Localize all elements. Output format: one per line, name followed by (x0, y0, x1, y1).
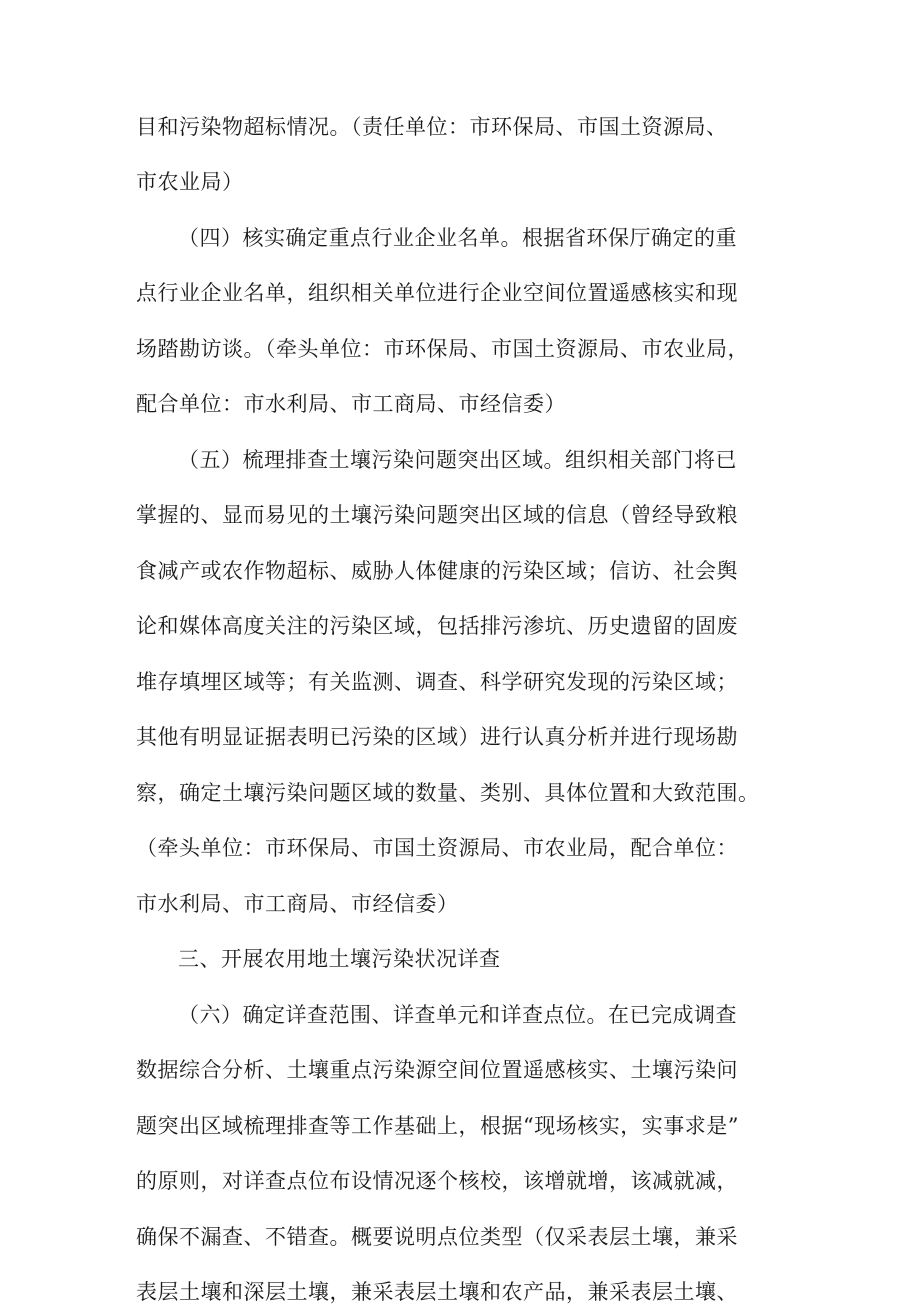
text-line: 点行业企业名单，组织相关单位进行企业空间位置遥感核实和现 (136, 281, 738, 305)
text-line: （牵头单位：市环保局、市国土资源局、市农业局，配合单位： (136, 836, 738, 860)
text-line: 食减产或农作物超标、威胁人体健康的污染区域；信访、社会舆 (136, 559, 738, 583)
text-line: 市农业局） (136, 170, 244, 194)
text-line: 题突出区域梳理排查等工作基础上，根据“现场核实，实事求是” (136, 1114, 739, 1138)
text-line: 掌握的、显而易见的土壤污染问题突出区域的信息（曾经导致粮 (136, 503, 738, 527)
text-line: 表层土壤和深层土壤，兼采表层土壤和农产品，兼采表层土壤、 (136, 1280, 738, 1304)
text-line: 察，确定土壤污染问题区域的数量、类别、具体位置和大致范围。 (136, 781, 760, 805)
text-line: 确保不漏查、不错查。概要说明点位类型（仅采表层土壤，兼采 (136, 1225, 738, 1249)
paragraph-start-line: （六）确定详查范围、详查单元和详查点位。在已完成调查 (178, 1003, 737, 1027)
text-line: 论和媒体高度关注的污染区域，包括排污渗坑、历史遗留的固废 (136, 614, 738, 638)
text-line: 堆存填埋区域等；有关监测、调查、科学研究发现的污染区域； (136, 670, 738, 694)
text-line: 数据综合分析、土壤重点污染源空间位置遥感核实、土壤污染问 (136, 1058, 738, 1082)
paragraph-start-line: （五）梳理排查土壤污染问题突出区域。组织相关部门将已 (178, 448, 737, 472)
text-line: 其他有明显证据表明已污染的区域）进行认真分析并进行现场勘 (136, 725, 738, 749)
paragraph-start-line: （四）核实确定重点行业企业名单。根据省环保厅确定的重 (178, 226, 737, 250)
text-line: 目和污染物超标情况。（责任单位：市环保局、市国土资源局、 (136, 115, 728, 139)
text-line: 市水利局、市工商局、市经信委） (136, 892, 459, 916)
section-heading: 三、开展农用地土壤污染状况详查 (178, 947, 501, 971)
text-line: 的原则，对详查点位布设情况逐个核校，该增就增，该减就减， (136, 1169, 738, 1193)
text-line: 配合单位：市水利局、市工商局、市经信委） (136, 392, 566, 416)
text-line: 场踏勘访谈。（牵头单位：市环保局、市国土资源局、市农业局， (136, 337, 749, 361)
